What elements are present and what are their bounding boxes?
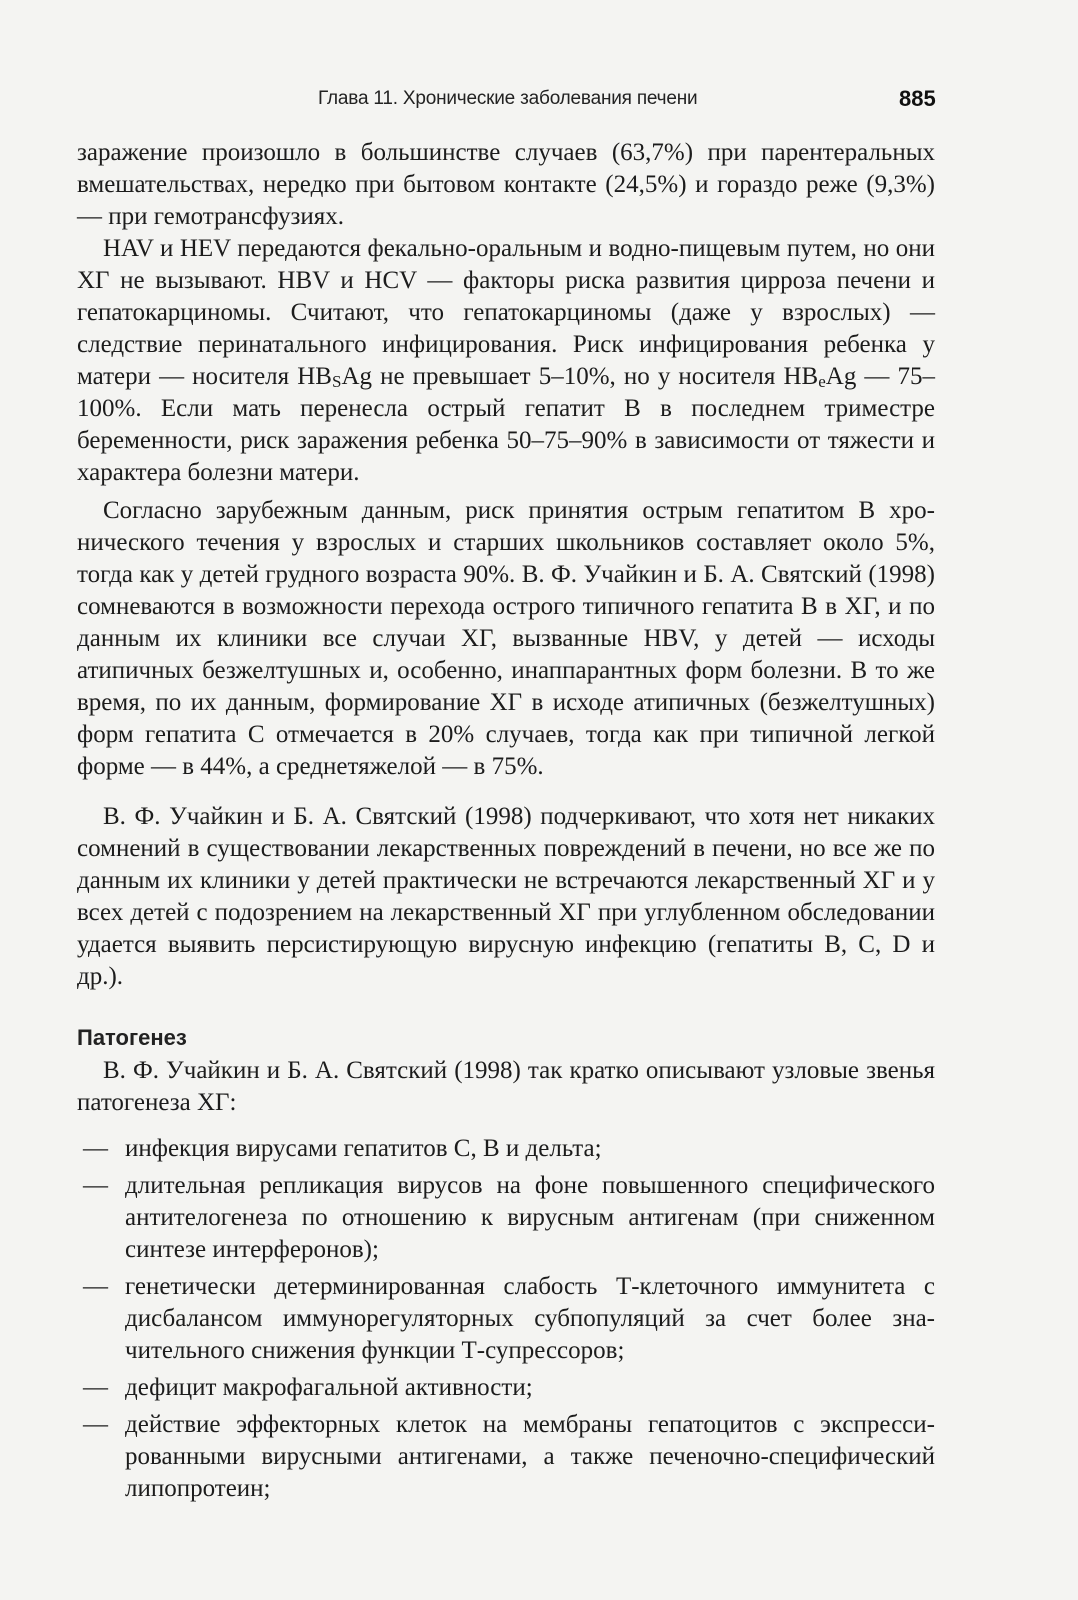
list-item-text: длительная репликация вирусов на фоне повышенного специфического антителогенеза по отношению к вирусным антигенам (при сниженном синтезе интерферонов);	[125, 1172, 935, 1263]
section-intro: В. Ф. Учайкин и Б. А. Святский (1998) так кратко описывают узловые звенья патогенеза ХГ:	[77, 1057, 935, 1116]
list-item	[77, 1133, 935, 1165]
paragraph-text: Ag — 75–100%. Если мать перенесла острый гепатит В в последнем триместре беременности, риск заражения ребенка 50–75–90% в зависимости от тяжести и характера болезни матери.	[77, 363, 935, 486]
pathogenesis-list	[77, 1133, 935, 1505]
paragraph-text: Ag не превышает 5–10%, но у носителя HB	[341, 363, 819, 390]
list-dash: —	[83, 1374, 108, 1401]
paragraph-text: HAV и HEV передаются фекально-оральным и водно-пищевым путем, но они ХГ не вызывают. HBV и HCV — факторы риска развития цирроза печени и гепатокарциномы. Считают, что гепатокарциномы (даже у взрослых) — следствие перинатального инфицирования. Риск инфицирования ребенка у матери — носителя HB	[77, 235, 935, 390]
list-dash: —	[83, 1135, 108, 1162]
paragraph-drug-hepatitis: В. Ф. Учайкин и Б. А. Святский (1998) подчеркивают, что хотя нет никаких сомнений в существовании лекарственных повреждений в печени, но все же по данным их клиники у детей практически не встречаются лекарственный ХГ и у всех детей с подозрением на лекарственный ХГ при углубленном обследовании удается выявить персистирующую вирусную инфекцию (гепатиты В, С, D и др.).	[77, 803, 935, 990]
list-item	[77, 1409, 935, 1505]
list-item-text: дефицит макрофагальной активности;	[125, 1374, 533, 1401]
list-item	[77, 1271, 935, 1367]
subscript-s: S	[331, 372, 342, 391]
list-dash: —	[83, 1273, 108, 1300]
list-item-text: генетически детерминированная слабость Т-клеточного иммунитета с дисбалансом иммунорегуляторных субпопуляций за счет более значительного снижения функции Т-супрессоров;	[125, 1273, 935, 1364]
list-item	[77, 1372, 935, 1404]
list-item-text: инфекция вирусами гепатитов С, В и дельта;	[125, 1135, 602, 1162]
paragraph-continued: заражение произошло в большинстве случаев (63,7%) при парентеральных вмешательствах, нередко при бытовом контакте (24,5%) и гораздо реже (9,3%) — при гемотрансфузиях.	[77, 139, 935, 230]
paragraph-transmission	[77, 233, 935, 489]
list-item-text: действие эффекторных клеток на мембраны гепатоцитов с экспрессированными вирусными антигенами, а также печеночно-специфический липопротеин;	[125, 1411, 935, 1502]
list-dash: —	[83, 1172, 108, 1199]
running-head	[0, 88, 1078, 118]
running-title: Глава 11. Хронические заболевания печени	[318, 88, 698, 109]
subscript-e: e	[818, 372, 826, 391]
page-number: 885	[899, 86, 936, 111]
body-text	[77, 137, 935, 1510]
paragraph-foreign-data: Согласно зарубежным данным, риск принятия острым гепатитом В хронического течения у взрослых и старших школьников составляет около 5%, тогда как у детей грудного возраста 90%. В. Ф. Учайкин и Б. А. Святский (1998) сомневаются в возможности перехода острого типичного гепатита В в ХГ, и по данным их клиники все случаи ХГ, вызванные HBV, у детей — исходы атипичных безжелтушных и, особенно, инаппарантных форм болезни. В то же время, по их данным, формирование ХГ в исходе атипичных (безжелтушных) форм гепатита С отмечается в 20% случаев, тогда как при типичной легкой форме — в 44%, а среднетяжелой — в 75%.	[77, 497, 935, 780]
list-dash: —	[83, 1411, 108, 1438]
section-heading: Патогенез	[77, 1025, 187, 1050]
list-item	[77, 1170, 935, 1266]
